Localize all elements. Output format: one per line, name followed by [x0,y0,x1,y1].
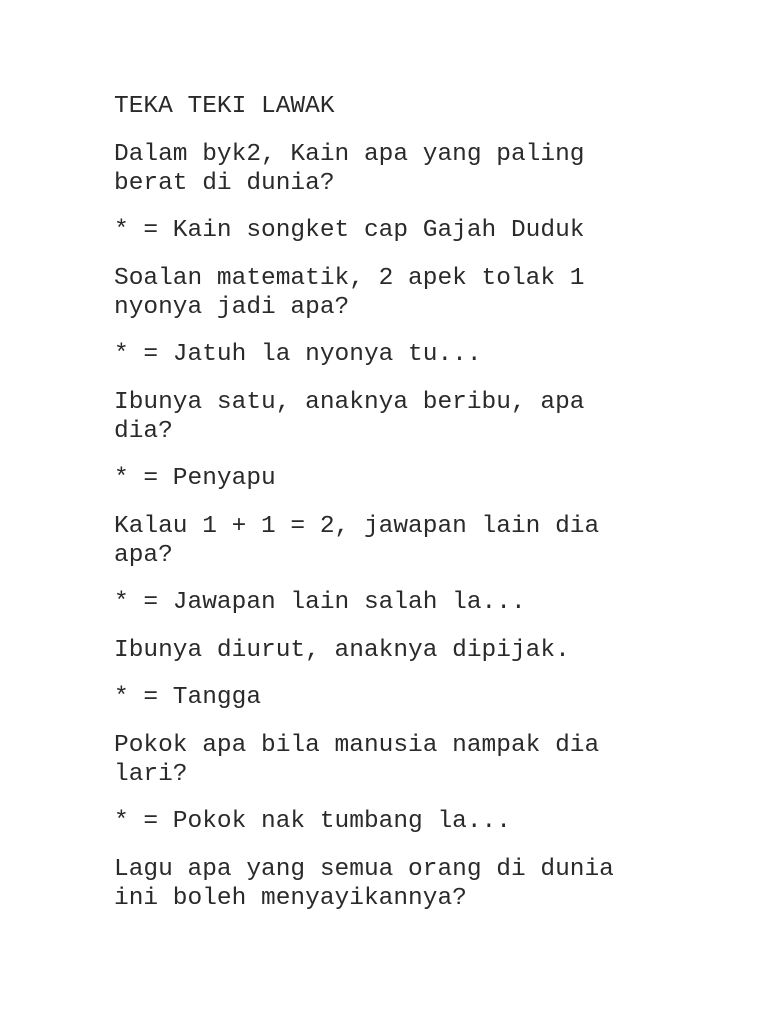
riddle-answer-1: * = Kain songket cap Gajah Duduk [114,217,585,244]
riddle-question-3: Ibunya satu, anaknya beribu, apa dia? [114,388,585,445]
riddle-question-2: Soalan matematik, 2 apek tolak 1 nyonya jadi apa? [114,264,585,321]
riddle-answer-3: * = Penyapu [114,465,276,492]
riddle-answer-2: * = Jatuh la nyonya tu... [114,341,482,368]
riddle-answer-4: * = Jawapan lain salah la... [114,589,526,616]
riddle-answer-6: * = Pokok nak tumbang la... [114,808,511,835]
riddle-answer-5: * = Tangga [114,684,262,711]
riddle-question-5: Ibunya diurut, anaknya dipijak. [114,636,570,664]
riddle-question-4: Kalau 1 + 1 = 2, jawapan lain dia apa? [114,512,600,569]
riddle-question-7: Lagu apa yang semua orang di dunia ini boleh menyayikannya? [114,855,614,912]
riddle-question-6: Pokok apa bila manusia nampak dia lari? [114,731,600,788]
document-title: TEKA TEKI LAWAK [114,93,335,120]
riddle-question-1: Dalam byk2, Kain apa yang paling berat di dunia? [114,140,585,197]
document-body [114,92,674,931]
